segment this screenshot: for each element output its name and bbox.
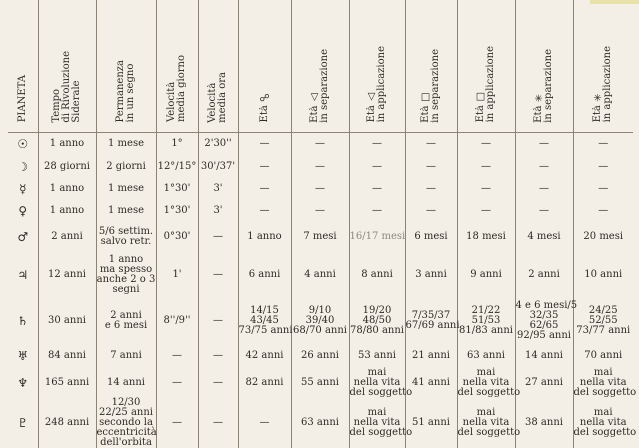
table-cell: — bbox=[238, 132, 291, 156]
table-cell: 6 mesi bbox=[405, 222, 457, 252]
table-cell: 16/17 mesi bbox=[349, 222, 405, 252]
table-cell: — bbox=[515, 178, 573, 200]
table-cell: 63 anni bbox=[291, 398, 349, 448]
table-cell: 26 anni bbox=[291, 344, 349, 368]
table-cell: 1°30' bbox=[156, 178, 198, 200]
header-eta-sestile-applicazione: Età ✳ in applicazione bbox=[573, 0, 633, 132]
table-row bbox=[8, 298, 633, 344]
table-cell: 2'30'' bbox=[198, 132, 238, 156]
table-cell: 6 anni bbox=[238, 252, 291, 298]
header-eta-sestile-separazione: Età ✳ in separazione bbox=[515, 0, 573, 132]
table-cell: 10 anni bbox=[573, 252, 633, 298]
table-cell: 42 anni bbox=[238, 344, 291, 368]
table-row bbox=[8, 344, 633, 368]
table-cell: mai nella vita del soggetto bbox=[349, 398, 405, 448]
table-cell: — bbox=[156, 368, 198, 398]
table-cell: 14 anni bbox=[515, 344, 573, 368]
table-cell: 1 mese bbox=[96, 178, 156, 200]
table-cell: — bbox=[156, 398, 198, 448]
table-cell: 1 anno bbox=[238, 222, 291, 252]
table-cell: 3' bbox=[198, 200, 238, 222]
header-eta-trigono-applicazione: Età △ in applicazione bbox=[349, 0, 405, 132]
table-row bbox=[8, 200, 633, 222]
table-cell: 55 anni bbox=[291, 368, 349, 398]
table-cell: 19/20 48/50 78/80 anni bbox=[349, 298, 405, 344]
planet-symbol: ☿ bbox=[19, 182, 27, 196]
table-cell: 70 anni bbox=[573, 344, 633, 368]
table-cell: 7 mesi bbox=[291, 222, 349, 252]
table-cell: 30 anni bbox=[38, 298, 96, 344]
table-cell: — bbox=[238, 156, 291, 178]
table-cell: 28 giorni bbox=[38, 156, 96, 178]
table-cell: mai nella vita del soggetto bbox=[457, 398, 515, 448]
table-cell: — bbox=[349, 178, 405, 200]
table-row bbox=[8, 368, 633, 398]
planet-symbol: ♅ bbox=[17, 349, 29, 363]
table-cell: — bbox=[349, 132, 405, 156]
table-cell: 51 anni bbox=[405, 398, 457, 448]
table-cell: 14 anni bbox=[96, 368, 156, 398]
header-velocita-giorno: Velocità media giorno bbox=[156, 0, 198, 132]
table-cell: 7 anni bbox=[96, 344, 156, 368]
table-cell: — bbox=[198, 398, 238, 448]
table-cell: 1 mese bbox=[96, 200, 156, 222]
table-cell: 63 anni bbox=[457, 344, 515, 368]
planet-symbol: ♃ bbox=[17, 268, 29, 282]
table-row bbox=[8, 132, 633, 156]
table-cell: — bbox=[405, 156, 457, 178]
table-cell: — bbox=[573, 178, 633, 200]
planet-symbol: ☽ bbox=[17, 160, 29, 174]
table-cell: 7/35/37 67/69 anni bbox=[405, 298, 457, 344]
table-cell: mai nella vita del soggetto bbox=[349, 367, 413, 398]
header-eta-trigono-separazione: Età △ in separazione bbox=[291, 0, 349, 132]
table-cell: 4 anni bbox=[291, 252, 349, 298]
planet-symbol: ♆ bbox=[17, 376, 29, 390]
table-cell: — bbox=[238, 178, 291, 200]
planet-symbol: ♂ bbox=[17, 230, 29, 244]
table-cell: — bbox=[198, 298, 238, 344]
table-cell: 12 anni bbox=[38, 252, 96, 298]
planet-symbol: ♇ bbox=[17, 416, 29, 430]
table-cell: — bbox=[515, 200, 573, 222]
table-cell: — bbox=[238, 398, 291, 448]
table-cell: — bbox=[515, 156, 573, 178]
table-cell: — bbox=[457, 156, 515, 178]
table-cell: 12°/15° bbox=[156, 156, 198, 178]
table-cell: — bbox=[573, 156, 633, 178]
planet-table bbox=[8, 0, 637, 448]
table-cell: — bbox=[405, 132, 457, 156]
table-cell: 21/22 51/53 81/83 anni bbox=[457, 298, 515, 344]
table-cell: 3 anni bbox=[405, 252, 457, 298]
table-cell: — bbox=[291, 132, 349, 156]
header-permanenza: Permanenza in un segno bbox=[96, 0, 156, 132]
planet-symbol: ☉ bbox=[17, 137, 29, 152]
table-row bbox=[8, 252, 633, 298]
header-eta-quadrato-separazione: Età □ in separazione bbox=[405, 0, 457, 132]
table-cell: 38 anni bbox=[515, 398, 573, 448]
table-cell: 2 giorni bbox=[96, 156, 156, 178]
table-cell: — bbox=[291, 156, 349, 178]
table-cell: 5/6 settim. salvo retr. bbox=[96, 222, 156, 252]
table-cell: 1° bbox=[156, 132, 198, 156]
table-cell: mai nella vita del soggetto bbox=[573, 398, 633, 448]
table-cell: — bbox=[198, 344, 238, 368]
table-cell: 18 mesi bbox=[457, 222, 515, 252]
table-cell: 8 anni bbox=[349, 252, 405, 298]
table-row bbox=[8, 398, 633, 448]
table-cell: 8''/9'' bbox=[156, 298, 198, 344]
table-cell: — bbox=[405, 200, 457, 222]
table-cell: 1°30' bbox=[156, 200, 198, 222]
table-cell: 82 anni bbox=[238, 368, 291, 398]
table-cell: 248 anni bbox=[38, 398, 96, 448]
table-cell: — bbox=[198, 368, 238, 398]
table-cell: 30'/37' bbox=[198, 156, 238, 178]
table-row bbox=[8, 222, 633, 252]
table-cell: — bbox=[291, 200, 349, 222]
table-cell: 3' bbox=[198, 178, 238, 200]
table-cell: 53 anni bbox=[349, 344, 405, 368]
table-cell: — bbox=[573, 132, 633, 156]
table-cell: — bbox=[573, 200, 633, 222]
header-pianeta: PIANETA bbox=[8, 0, 38, 132]
table-cell: 9 anni bbox=[457, 252, 515, 298]
table-cell: — bbox=[457, 200, 515, 222]
table-cell: 14/15 43/45 73/75 anni bbox=[238, 298, 291, 344]
table-cell: 1 anno ma spesso anche 2 o 3 segni bbox=[96, 252, 156, 298]
planet-symbol: ♀ bbox=[18, 204, 28, 218]
table-cell: — bbox=[238, 200, 291, 222]
header-eta-opposizione: Età ☍ bbox=[238, 0, 291, 132]
table-cell: 41 anni bbox=[405, 368, 457, 398]
table-cell: 2 anni e 6 mesi bbox=[96, 298, 156, 344]
header-rivoluzione: Tempo di Rivoluzione Siderale bbox=[38, 0, 96, 132]
header-row bbox=[8, 0, 633, 132]
table-cell: — bbox=[405, 178, 457, 200]
table-cell: 1 anno bbox=[38, 200, 96, 222]
table-cell: 1' bbox=[156, 252, 198, 298]
table-cell: 20 mesi bbox=[573, 222, 633, 252]
table-cell: — bbox=[291, 178, 349, 200]
table-cell: 27 anni bbox=[515, 368, 573, 398]
table-cell: 12/30 22/25 anni secondo la eccentricità dell'orbita bbox=[96, 397, 157, 448]
table-cell: — bbox=[349, 156, 405, 178]
table-cell: — bbox=[198, 252, 238, 298]
table-cell: 1 mese bbox=[96, 132, 156, 156]
table-cell: 2 anni bbox=[38, 222, 96, 252]
table-cell: 0°30' bbox=[156, 222, 198, 252]
table-cell: 9/10 39/40 68/70 anni bbox=[291, 298, 349, 344]
table-cell: 84 anni bbox=[38, 344, 96, 368]
table-cell: mai nella vita del soggetto bbox=[457, 367, 521, 398]
planet-symbol: ♄ bbox=[17, 314, 29, 328]
table-cell: — bbox=[198, 222, 238, 252]
table-cell: — bbox=[457, 178, 515, 200]
table-cell: — bbox=[457, 132, 515, 156]
table-cell: 24/25 52/55 73/77 anni bbox=[573, 298, 633, 344]
table-cell: — bbox=[515, 132, 573, 156]
table-cell: 1 anno bbox=[38, 178, 96, 200]
table-cell: mai nella vita del soggetto bbox=[573, 367, 637, 398]
header-velocita-ora: Velocità media ora bbox=[198, 0, 238, 132]
table-cell: 4 e 6 mesi/5 32/35 62/65 92/95 anni bbox=[515, 298, 573, 344]
table-cell: — bbox=[156, 344, 198, 368]
table-row bbox=[8, 156, 633, 178]
table-cell: — bbox=[349, 200, 405, 222]
table-cell: 1 anno bbox=[38, 132, 96, 156]
table-row bbox=[8, 178, 633, 200]
table-cell: 165 anni bbox=[38, 368, 96, 398]
header-eta-quadrato-applicazione: Età □ in applicazione bbox=[457, 0, 515, 132]
table-cell: 4 mesi bbox=[515, 222, 573, 252]
table-cell: 2 anni bbox=[515, 252, 573, 298]
table-cell: 21 anni bbox=[405, 344, 457, 368]
